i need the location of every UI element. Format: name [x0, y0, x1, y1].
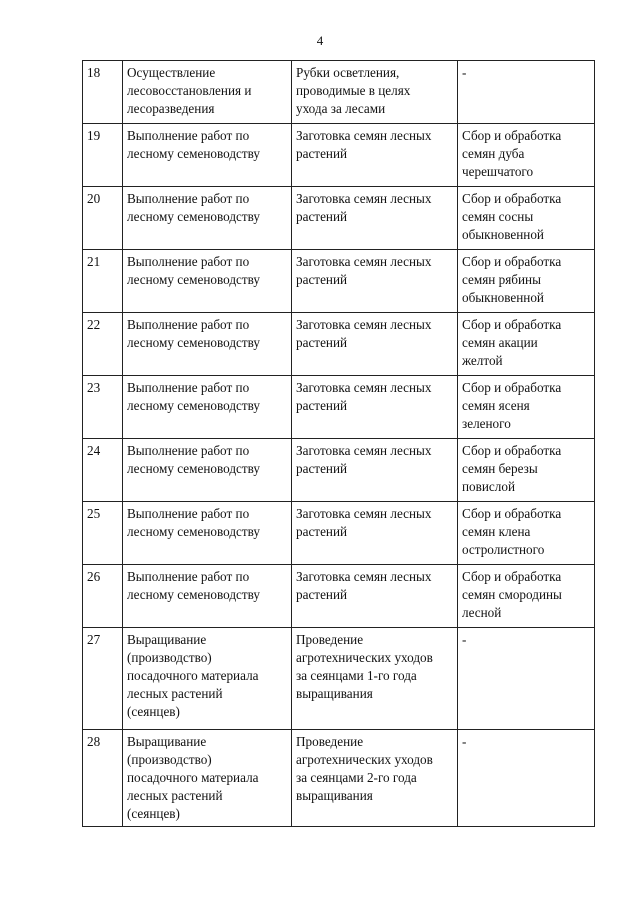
activity-type-cell: Выращивание (производство) посадочного материала лесных растений (сеянцев)	[123, 628, 292, 730]
activity-type-cell: Выполнение работ по лесному семеноводству	[123, 502, 292, 565]
work-detail-cell: Сбор и обработка семян акации желтой	[458, 313, 595, 376]
work-detail-cell: Сбор и обработка семян ясеня зеленого	[458, 376, 595, 439]
row-number-cell: 24	[83, 439, 123, 502]
row-number-cell: 27	[83, 628, 123, 730]
work-detail-cell: Сбор и обработка семян березы повислой	[458, 439, 595, 502]
works-table	[82, 60, 595, 827]
activity-type-cell: Выполнение работ по лесному семеноводству	[123, 439, 292, 502]
row-number-cell: 28	[83, 730, 123, 827]
page-number: 4	[316, 33, 324, 48]
row-number-cell: 26	[83, 565, 123, 628]
table-row	[83, 313, 595, 376]
table-row	[83, 439, 595, 502]
table-row	[83, 730, 595, 827]
work-type-cell: Проведение агротехнических уходов за сеянцами 1-го года выращивания	[292, 628, 458, 730]
work-type-cell: Проведение агротехнических уходов за сеянцами 2-го года выращивания	[292, 730, 458, 827]
work-detail-cell: Сбор и обработка семян смородины лесной	[458, 565, 595, 628]
table-row	[83, 376, 595, 439]
work-detail-cell: Сбор и обработка семян дуба черешчатого	[458, 124, 595, 187]
work-detail-cell: Сбор и обработка семян сосны обыкновенной	[458, 187, 595, 250]
row-number-cell: 23	[83, 376, 123, 439]
work-detail-cell: Сбор и обработка семян клена остролистного	[458, 502, 595, 565]
work-type-cell: Заготовка семян лесных растений	[292, 124, 458, 187]
work-type-cell: Заготовка семян лесных растений	[292, 565, 458, 628]
row-number-cell: 21	[83, 250, 123, 313]
table-body	[83, 61, 595, 827]
work-type-cell: Заготовка семян лесных растений	[292, 313, 458, 376]
work-type-cell: Заготовка семян лесных растений	[292, 187, 458, 250]
work-detail-cell: -	[458, 628, 595, 730]
work-type-cell: Заготовка семян лесных растений	[292, 376, 458, 439]
activity-type-cell: Осуществление лесовосстановления и лесоразведения	[123, 61, 292, 124]
row-number-cell: 18	[83, 61, 123, 124]
activity-type-cell: Выполнение работ по лесному семеноводству	[123, 124, 292, 187]
table-row	[83, 250, 595, 313]
work-type-cell: Рубки осветления, проводимые в целях ухода за лесами	[292, 61, 458, 124]
work-type-cell: Заготовка семян лесных растений	[292, 250, 458, 313]
table-row	[83, 628, 595, 730]
table-row	[83, 187, 595, 250]
table-row	[83, 565, 595, 628]
work-type-cell: Заготовка семян лесных растений	[292, 502, 458, 565]
activity-type-cell: Выращивание (производство) посадочного материала лесных растений (сеянцев)	[123, 730, 292, 827]
row-number-cell: 25	[83, 502, 123, 565]
activity-type-cell: Выполнение работ по лесному семеноводству	[123, 376, 292, 439]
activity-type-cell: Выполнение работ по лесному семеноводству	[123, 565, 292, 628]
row-number-cell: 19	[83, 124, 123, 187]
activity-type-cell: Выполнение работ по лесному семеноводству	[123, 250, 292, 313]
work-detail-cell: -	[458, 61, 595, 124]
row-number-cell: 20	[83, 187, 123, 250]
activity-type-cell: Выполнение работ по лесному семеноводству	[123, 313, 292, 376]
work-type-cell: Заготовка семян лесных растений	[292, 439, 458, 502]
table-row	[83, 124, 595, 187]
work-detail-cell: -	[458, 730, 595, 827]
table-row	[83, 502, 595, 565]
table-row	[83, 61, 595, 124]
activity-type-cell: Выполнение работ по лесному семеноводству	[123, 187, 292, 250]
work-detail-cell: Сбор и обработка семян рябины обыкновенной	[458, 250, 595, 313]
row-number-cell: 22	[83, 313, 123, 376]
